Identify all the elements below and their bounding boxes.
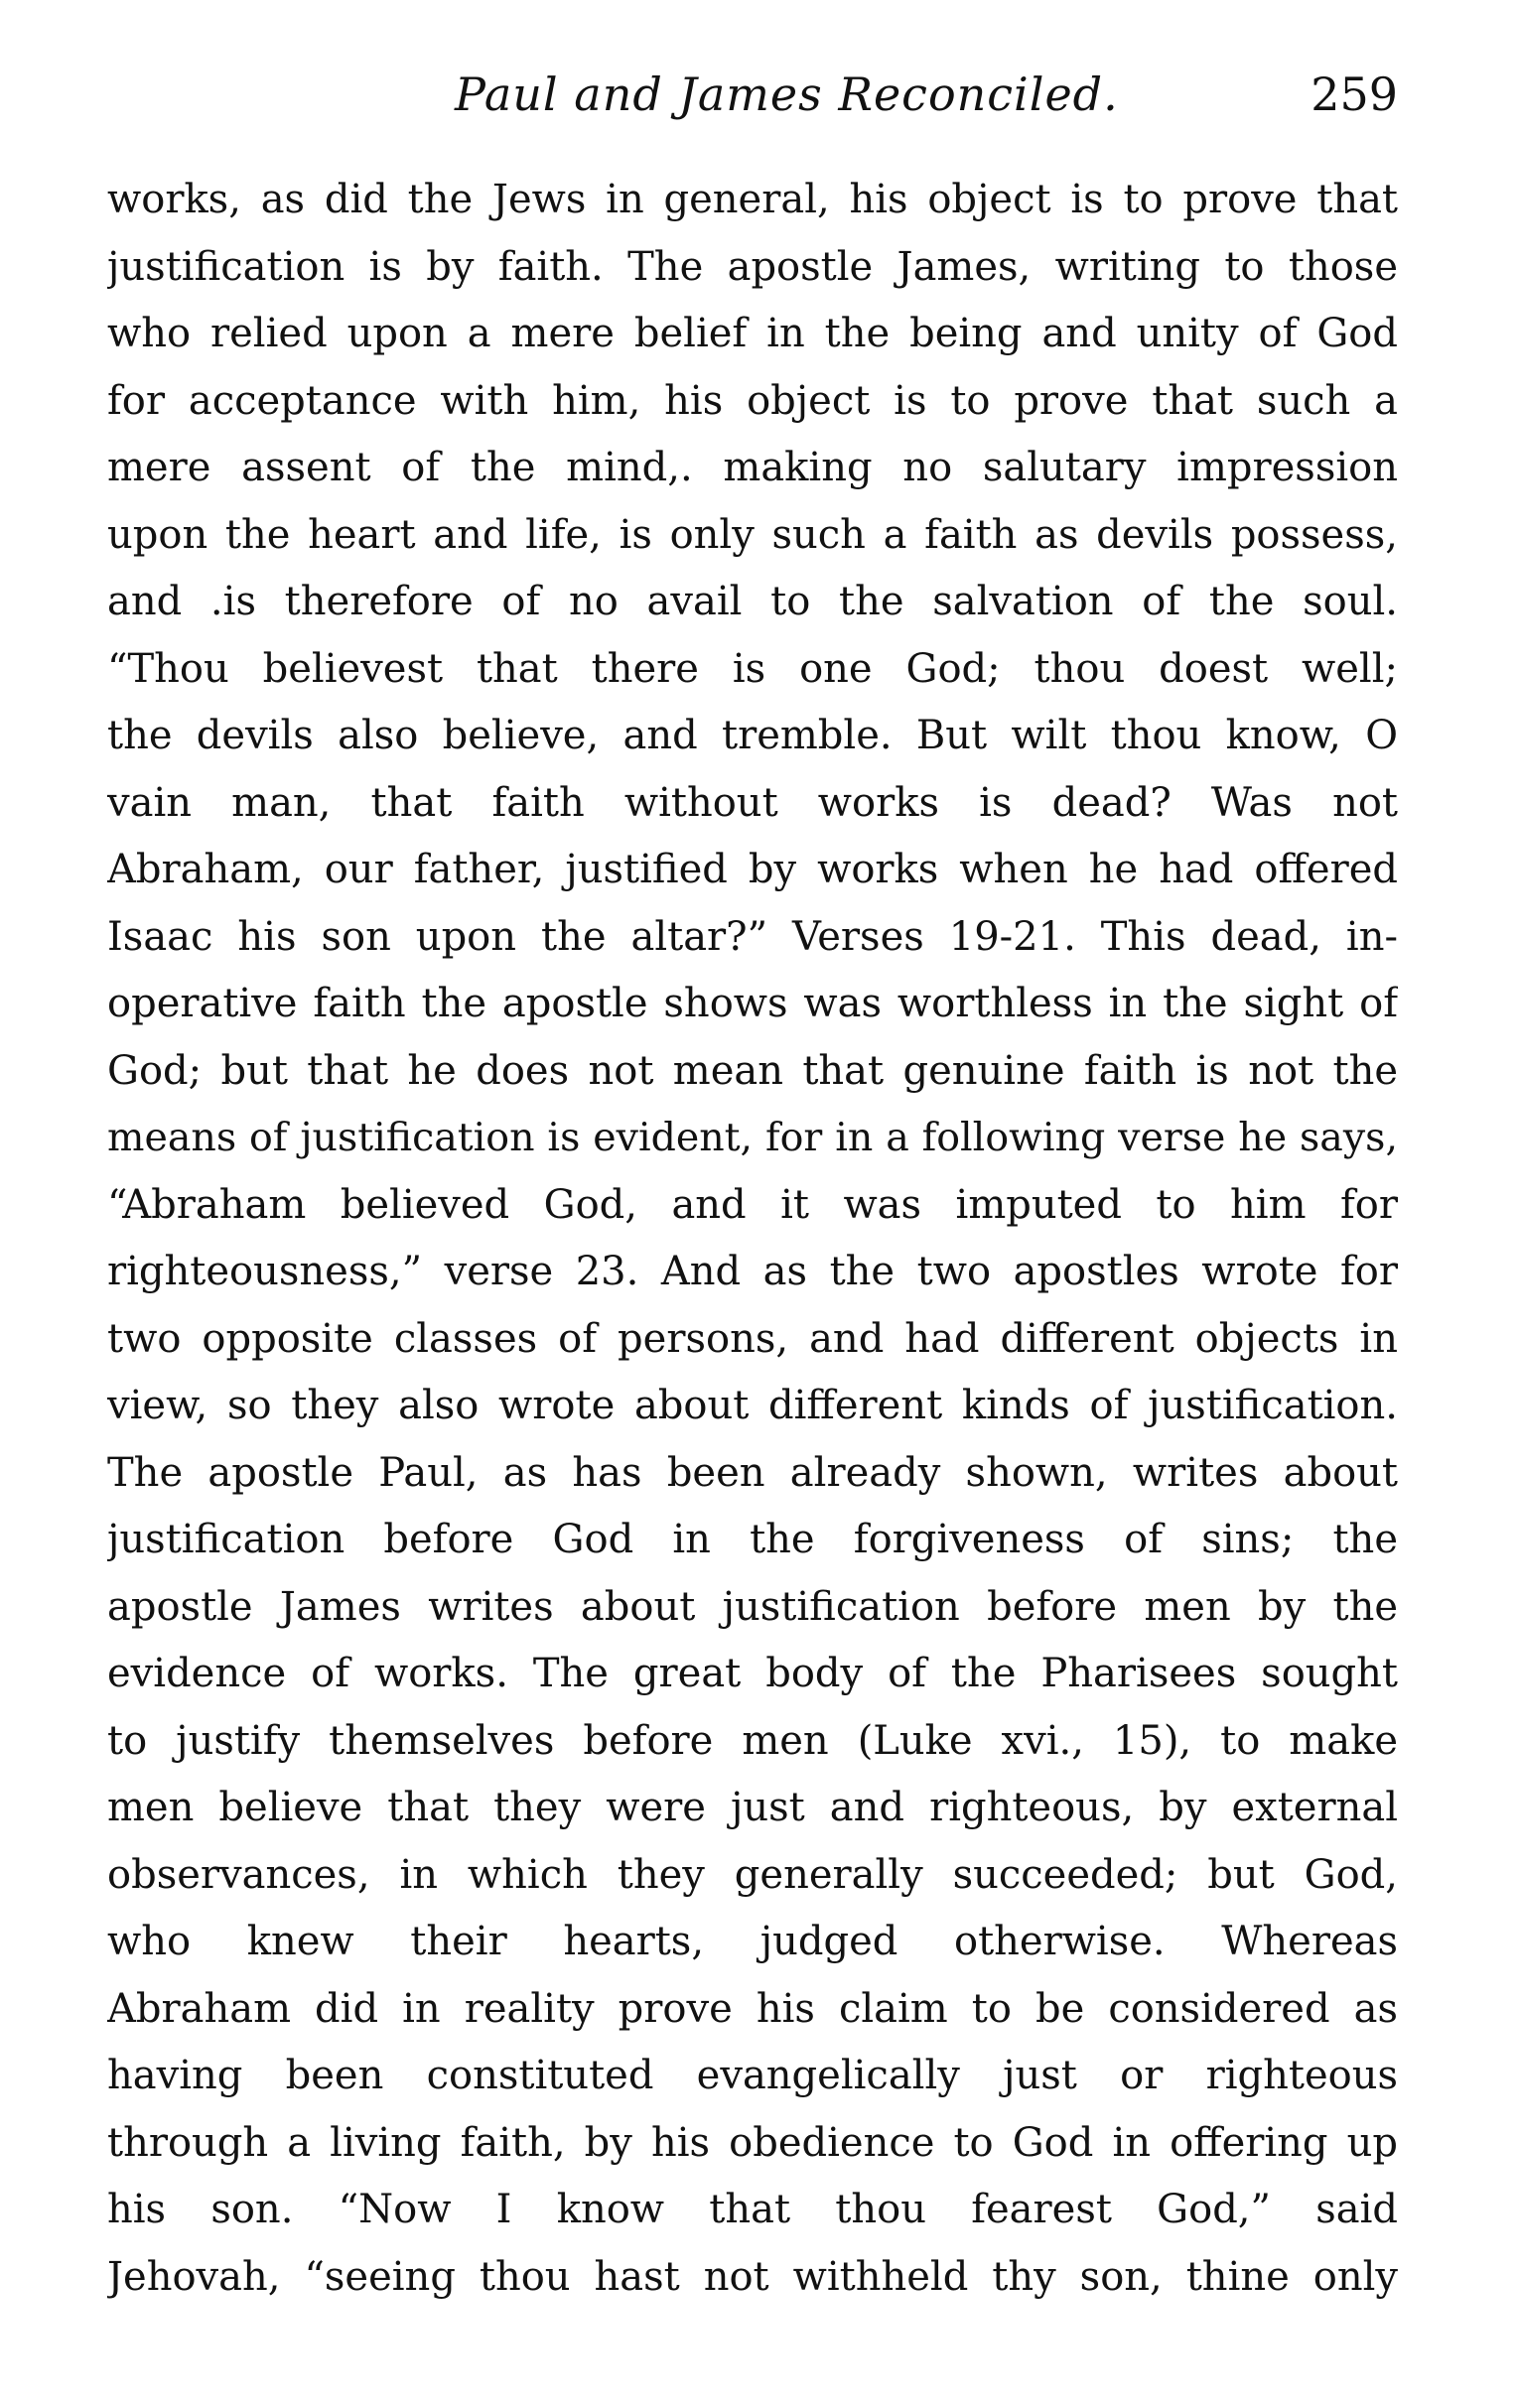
text-line: Jehovah, “seeing thou hast not withheld thy son, thine only [107, 2253, 1398, 2300]
text-line: apostle James writes about justification before men by the [107, 1583, 1398, 1630]
text-line: through a living faith, by his obedience to God in offering up [107, 2119, 1398, 2166]
running-title: Paul and James Reconciled. [455, 67, 1119, 121]
text-line: the devils also believe, and tremble. But wilt thou know, O [107, 713, 1398, 758]
text-line: and .is therefore of no avail to the salvation of the soul. [107, 579, 1398, 624]
page-number: 259 [1310, 67, 1398, 121]
text-line: to justify themselves before men (Luke xvi., 15), to make [107, 1717, 1398, 1764]
text-line: upon the heart and life, is only such a faith as devils possess, [107, 511, 1398, 558]
text-line: men believe that they were just and righteous, by external [107, 1785, 1398, 1830]
text-line: mere assent of the mind,. making no salutary impression [107, 445, 1398, 490]
text-line: justification is by faith. The apostle James, writing to those [107, 243, 1398, 290]
text-line: view, so they also wrote about different kinds of justification. [107, 1383, 1398, 1428]
text-line: for acceptance with him, his object is to prove that such a [107, 377, 1398, 424]
text-line: operative faith the apostle shows was worthless in the sight of [107, 981, 1398, 1026]
text-line: having been constituted evangelically just or righteous [107, 2053, 1398, 2098]
text-line: “Abraham believed God, and it was imputed to him for [107, 1181, 1398, 1228]
text-line: justification before God in the forgiveness of sins; the [107, 1517, 1398, 1562]
text-line: observances, in which they generally succeeded; but God, [107, 1851, 1398, 1898]
running-head [107, 67, 1398, 137]
text-line: vain man, that faith without works is dead? Was not [107, 779, 1398, 826]
text-line: Abraham did in reality prove his claim to be considered as [107, 1985, 1398, 2032]
body-text [107, 167, 1398, 2311]
text-line: Isaac his son upon the altar?” Verses 19-21. This dead, in- [107, 913, 1398, 960]
text-line: The apostle Paul, as has been already shown, writes about [107, 1449, 1398, 1496]
text-line: God; but that he does not mean that genuine faith is not the [107, 1047, 1398, 1094]
text-line: his son. “Now I know that thou fearest God,” said [107, 2187, 1398, 2232]
text-line: works, as did the Jews in general, his object is to prove that [107, 177, 1398, 222]
text-line: “Thou believest that there is one God; thou doest well; [107, 645, 1398, 692]
text-line: two opposite classes of persons, and had different objects in [107, 1315, 1398, 1362]
text-line: who knew their hearts, judged otherwise. Whereas [107, 1919, 1398, 1964]
text-line: means of justification is evident, for in a following verse he says, [107, 1115, 1398, 1160]
text-line: Abraham, our father, justified by works when he had offered [107, 847, 1398, 892]
text-line: evidence of works. The great body of the Pharisees sought [107, 1651, 1398, 1696]
text-line: who relied upon a mere belief in the being and unity of God [107, 311, 1398, 356]
text-line: righteousness,” verse 23. And as the two apostles wrote for [107, 1249, 1398, 1294]
